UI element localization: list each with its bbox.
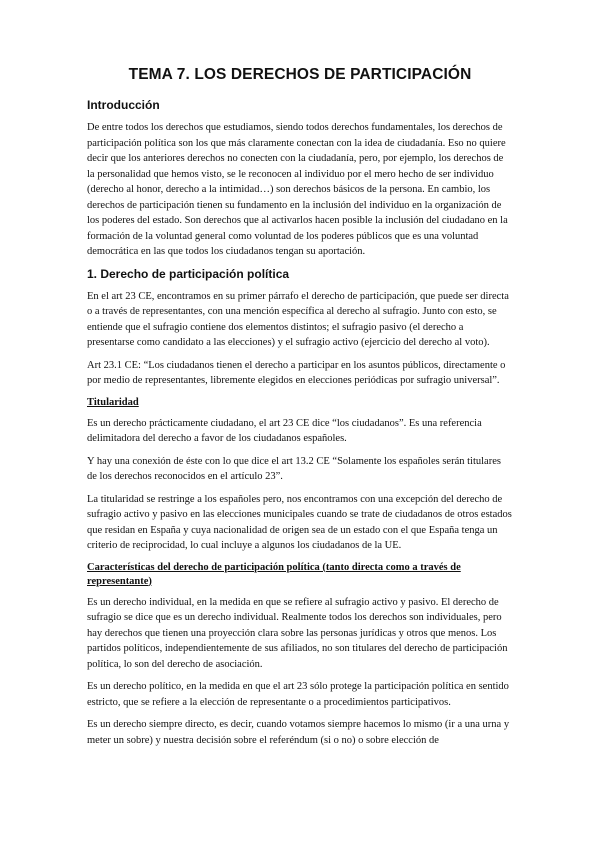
document-title: TEMA 7. LOS DERECHOS DE PARTICIPACIÓN — [128, 66, 472, 83]
titularidad-paragraph: Y hay una conexión de éste con lo que dice el art 13.2 CE “Solamente los españoles serán titulares de los derechos reconocidos en el artículo 23”. — [87, 455, 501, 482]
caracteristicas-paragraph: Es un derecho político, en la medida en que el art 23 sólo protege la participación política en sentido estricto, que se refiere a la elección de representante o a procedimientos participativos. — [87, 681, 509, 708]
caracteristicas-paragraph: Es un derecho siempre directo, es decir, cuando votamos siempre hacemos lo mismo (ir a una urna y meter un sobre) y nuestra decisión sobre el referéndum (si o no) o sobre elección de — [87, 719, 510, 746]
intro-paragraph: De entre todos los derechos que estudiamos, siendo todos derechos fundamentales, los derechos de participación política son los que más claramente conectan con la idea de ciudadanía. Eso no quiere decir que los anteriores derechos no conecten con la ciudadanía, pero, por ejemplo, los derechos de la personalidad que hemos visto, se le reconocen al individuo por el mero hecho de ser individuo (derecho al honor, derecho a la intimidad…) son derechos básicos de la persona. En cambio, los derechos de participación tienen su fundamento en la inclusión del individuo en la organización de los poderes del estado. Son derechos que al activarlos hacen posible la inclusión del ciudadano en la formación de la voluntad general como voluntad de los poderes públicos que es una voluntad democrática en las que todos los ciudadanos tengan su aportación. — [87, 122, 508, 257]
section-1-quote: Art 23.1 CE: “Los ciudadanos tienen el derecho a participar en los asuntos públicos, directamente o por medio de representantes, libremente elegidos en elecciones periódicas por sufragio universal”. — [87, 359, 506, 386]
section-1-paragraph: En el art 23 CE, encontramos en su primer párrafo el derecho de participación, que puede ser directa o a través de representantes, con una mención específica al derecho al sufragio. Junto con esto, se entiende que el sufragio contiene dos elementos distintos; el sufragio pasivo (el derecho a presentarse como candidato a las elecciones) y el sufragio activo (ejercicio del derecho al voto). — [87, 290, 509, 348]
caracteristicas-paragraph: Es un derecho individual, en la medida en que se refiere al sufragio activo y pasivo. El derecho de sufragio se dice que es un derecho individual. Realmente todos los derechos son individuales, pero hay derechos que tienen una proyección clara sobre las personas jurídicas y otros que menos. Los partidos políticos, independientemente de sus afiliados, no son titulares del derecho de participación política, lo son del derecho de asociación. — [87, 596, 508, 670]
section-1-heading: 1. Derecho de participación política — [87, 266, 290, 281]
titularidad-paragraph: Es un derecho prácticamente ciudadano, el art 23 CE dice “los ciudadanos”. Es una referencia delimitadora del derecho a favor de los ciudadanos españoles. — [87, 417, 482, 444]
document-content — [87, 66, 513, 755]
intro-heading: Introducción — [87, 98, 160, 112]
titularidad-heading: Titularidad — [87, 396, 139, 408]
caracteristicas-heading: Características del derecho de participación política (tanto directa como a través de representante) — [87, 561, 461, 587]
titularidad-paragraph: La titularidad se restringe a los españoles pero, nos encontramos con una excepción del derecho de sufragio activo y pasivo en las elecciones municipales cuando se trate de ciudadanos de otros estados que residan en España y cuya nacionalidad de origen sea de un estado con el que España tenga un criterio de reciprocidad, lo cual incluye a algunos los ciudadanos de la UE. — [87, 493, 512, 551]
